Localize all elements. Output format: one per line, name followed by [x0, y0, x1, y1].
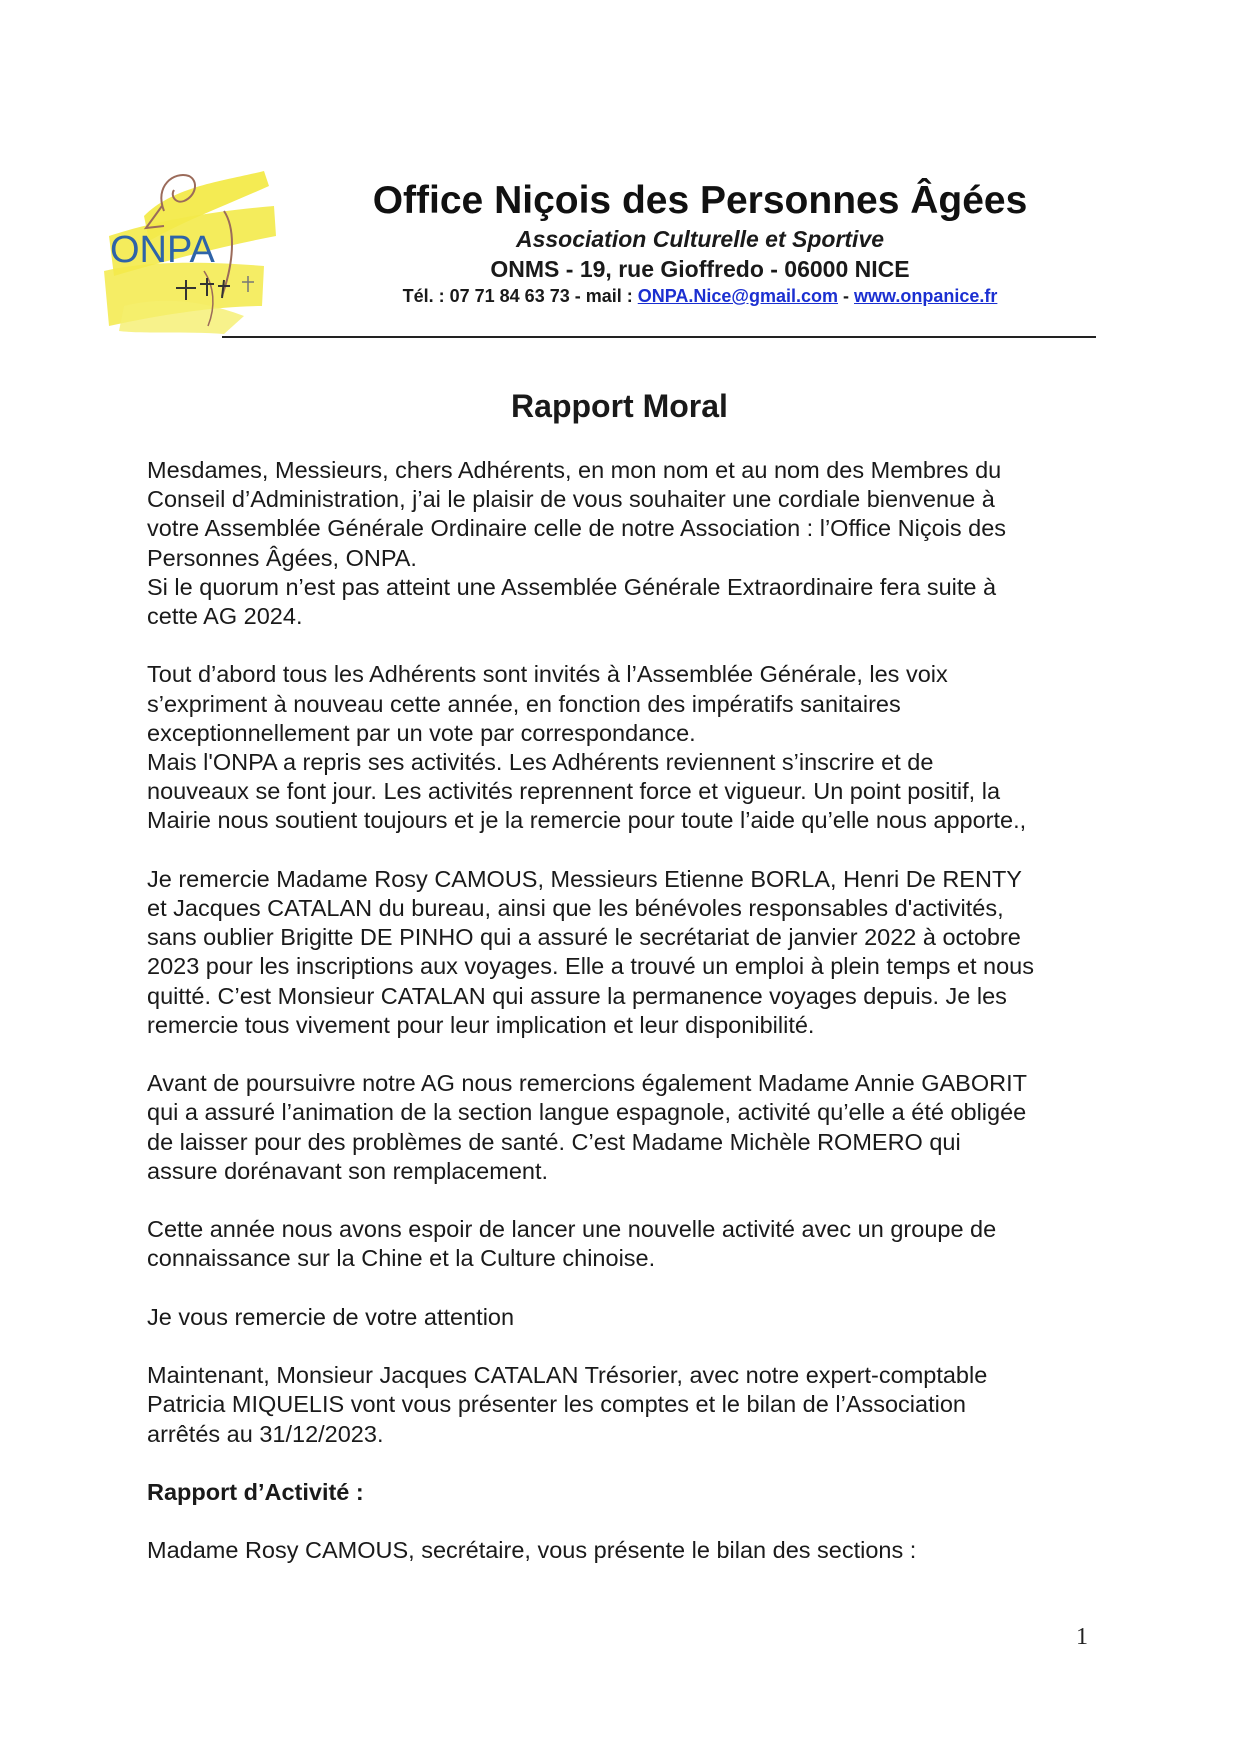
paragraph-line: Tout d’abord tous les Adhérents sont invités à l’Assemblée Générale, les voix [147, 661, 948, 688]
website-link[interactable]: www.onpanice.fr [854, 286, 998, 306]
paragraph-line: Mesdames, Messieurs, chers Adhérents, en mon nom et au nom des Membres du [147, 457, 1002, 483]
paragraph-line: remercie tous vivement pour leur implication et leur disponibilité. [147, 1011, 815, 1038]
paragraph-line: 2023 pour les inscriptions aux voyages. Elle a trouvé un emploi à plein temps et nous [147, 953, 1034, 980]
org-name: Office Niçois des Personnes Âgées [372, 179, 1028, 222]
paragraph-line: qui a assuré l’animation de la section langue espagnole, activité qu’elle a été obligée [147, 1099, 1027, 1126]
document-body [147, 456, 1107, 1595]
paragraph-line: quitté. C’est Monsieur CATALAN qui assure la permanence voyages depuis. Je les [147, 982, 1007, 1009]
paragraph-line: Je vous remercie de votre attention [147, 1303, 515, 1330]
body-paragraph [147, 660, 1107, 835]
paragraph-line: exceptionnellement par un vote par correspondance. [147, 719, 696, 746]
body-paragraph [147, 456, 1107, 631]
logo-text: ONPA [110, 229, 215, 271]
paragraph-line: connaissance sur la Chine et la Culture chinoise. [147, 1245, 656, 1272]
paragraph-line: s’expriment à nouveau cette année, en fonction des impératifs sanitaires [147, 690, 901, 717]
org-address: ONMS - 19, rue Gioffredo - 06000 NICE [490, 256, 910, 282]
paragraph-line: Personnes Âgées, ONPA. [147, 544, 417, 571]
onpa-logo-graphic [104, 166, 284, 336]
header-divider [222, 336, 1096, 338]
letterhead [300, 178, 1100, 308]
paragraph-line: Mais l'ONPA a repris ses activités. Les Adhérents reviennent s’inscrire et de [147, 749, 934, 776]
paragraph-line: Maintenant, Monsieur Jacques CATALAN Trésorier, avec notre expert-comptable [147, 1362, 988, 1389]
org-contact [300, 284, 1100, 308]
paragraph-line: votre Assemblée Générale Ordinaire celle de notre Association : l’Office Niçois des [147, 515, 1007, 542]
contact-separator: - [838, 286, 855, 306]
org-subtitle: Association Culturelle et Sportive [515, 226, 885, 252]
paragraph-line: assure dorénavant son remplacement. [147, 1157, 549, 1184]
body-paragraph [147, 1361, 1107, 1449]
body-paragraph [147, 1215, 1107, 1273]
document-title: Rapport Moral [511, 388, 728, 424]
paragraph-line: Avant de poursuivre notre AG nous remercions également Madame Annie GABORIT [147, 1070, 1027, 1097]
paragraph-line: cette AG 2024. [147, 603, 303, 630]
email-link[interactable]: ONPA.Nice@gmail.com [637, 286, 839, 306]
paragraph-line: Conseil d’Administration, j’ai le plaisir de vous souhaiter une cordiale bienvenue à [147, 486, 995, 513]
paragraph-line: de laisser pour des problèmes de santé. C’est Madame Michèle ROMERO qui [147, 1128, 961, 1155]
paragraph-line: nouveaux se font jour. Les activités reprennent force et vigueur. Un point positif, la [147, 778, 1001, 805]
paragraph-line: Mairie nous soutient toujours et je la remercie pour toute l’aide qu’elle nous apporte., [147, 807, 1027, 834]
body-paragraph [147, 1303, 1107, 1332]
paragraph-line: Si le quorum n’est pas atteint une Assemblée Générale Extraordinaire fera suite à [147, 573, 997, 600]
paragraph-line: Patricia MIQUELIS vont vous présenter les comptes et le bilan de l’Association [147, 1391, 966, 1418]
body-paragraph [147, 1069, 1107, 1186]
onpa-logo [104, 166, 284, 336]
paragraph-line: et Jacques CATALAN du bureau, ainsi que les bénévoles responsables d'activités, [147, 895, 1004, 922]
paragraph-line: arrêtés au 31/12/2023. [147, 1420, 384, 1447]
paragraph-line: sans oublier Brigitte DE PINHO qui a assuré le secrétariat de janvier 2022 à octobre [147, 924, 1021, 951]
paragraph-line: Je remercie Madame Rosy CAMOUS, Messieurs Etienne BORLA, Henri De RENTY [147, 865, 1022, 892]
page-number: 1 [1076, 1624, 1088, 1650]
paragraph-line: Cette année nous avons espoir de lancer une nouvelle activité avec un groupe de [147, 1216, 997, 1243]
contact-phone: Tél. : 07 71 84 63 73 - mail : [402, 286, 638, 306]
section-heading: Rapport d’Activité : [147, 1479, 364, 1505]
body-paragraph [147, 865, 1107, 1040]
closing-line: Madame Rosy CAMOUS, secrétaire, vous présente le bilan des sections : [147, 1537, 917, 1564]
